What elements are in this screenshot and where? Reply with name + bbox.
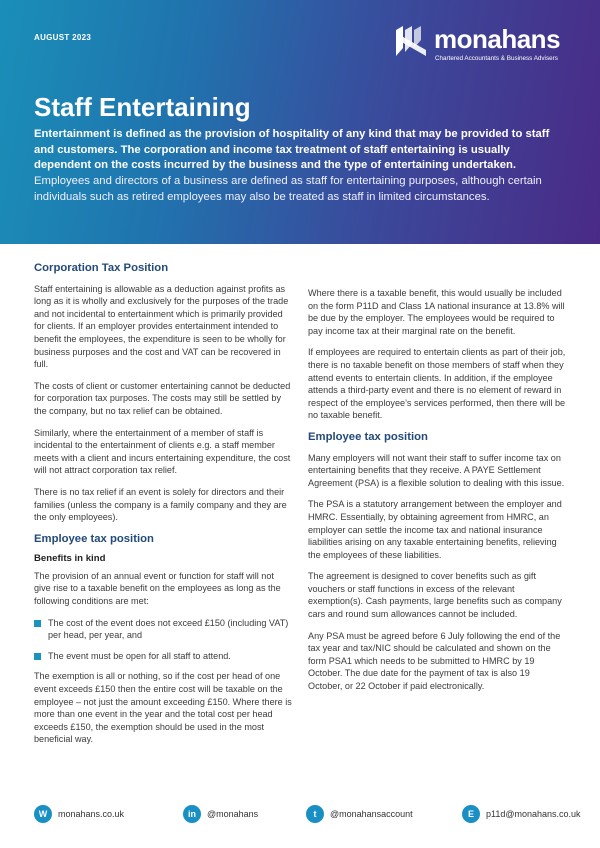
footer-email-link[interactable] <box>462 805 581 823</box>
linkedin-icon: in <box>183 805 201 823</box>
footer-twitter-link[interactable] <box>306 805 413 823</box>
paragraph: There is no tax relief if an event is solely for directors and their families (unless the company is a family company and they are the only employees). <box>34 486 287 523</box>
paragraph: The PSA is a statutory arrangement between the employer and HMRC. Essentially, by obtaining agreement from HMRC, an employer can settle the income tax and national insurance liabilities arising on any taxable entertaining benefits, relieving the employees of these liabilities. <box>308 499 562 560</box>
intro-lead: Entertainment is defined as the provision of hospitality of any kind that may be provided to staff and customers. The corporation and income tax treatment of staff entertaining is usually dependent on the costs incurred by the business and the type of entertaining undertaken. <box>34 128 550 171</box>
footer-linkedin-text: @monahans <box>207 809 259 819</box>
header-banner <box>0 0 600 244</box>
paragraph: The agreement is designed to cover benefits such as gift vouchers or staff functions in excess of the relevant exemption(s). Cash payments, large benefits such as company cars and round sum allowances cannot be included. <box>308 571 562 620</box>
intro-sub: Employees and directors of a business are defined as staff for entertaining purposes, although certain individuals such as retired employees may also be treated as staff in limited circumstances. <box>34 175 542 203</box>
paragraph: Many employers will not want their staff to suffer income tax on entertaining benefits that they receive. A PAYE Settlement Agreement (PSA) is a flexible solution to dealing with this issue. <box>308 452 565 488</box>
paragraph: If employees are required to entertain clients as part of their job, there is no taxable benefit on those members of staff when they attend events to entertain clients. In addition, if the employee attends a third-party event and there is no element of reward in respect of the employee’s services performed, then there will be no taxable benefit. <box>308 347 566 421</box>
footer-website-link[interactable] <box>34 805 124 823</box>
footer-contacts <box>0 800 600 830</box>
section-heading-employee-tax-psa: Employee tax position <box>308 430 428 443</box>
bullet-text: The cost of the event does not exceed £150 (including VAT) per head, per year, and <box>48 617 289 641</box>
left-column <box>34 262 292 755</box>
brand-name: monahans <box>434 24 561 54</box>
twitter-bird-icon: t <box>306 805 324 823</box>
brand-logo[interactable] <box>396 26 572 66</box>
footer-website-text: monahans.co.uk <box>58 809 125 819</box>
footer-linkedin-link[interactable] <box>183 805 258 823</box>
issue-date: AUGUST 2023 <box>34 33 92 42</box>
bullet-item <box>34 650 292 663</box>
bullet-square-icon <box>34 620 41 627</box>
paragraph: Similarly, where the entertainment of a member of staff is incidental to the entertainment of clients e.g. a staff member meets with a client and incurs entertaining expenditure, the cost will not attract corporation tax relief. <box>34 427 291 476</box>
bullet-text: The event must be open for all staff to attend. <box>48 650 231 661</box>
paragraph: Any PSA must be agreed before 6 July following the end of the tax year and tax/NIC should be calculated and shown on the form PSA1 which needs to be submitted to HMRC by 19 October. The due date for the payment of tax is also 19 October, or 22 October if paid electronically. <box>308 630 561 692</box>
right-column <box>308 287 566 702</box>
paragraph: Staff entertaining is allowable as a deduction against profits as long as it is wholly and exclusively for the purposes of the trade and not incidental to entertainment which is primarily provided for clients. If an employer provides entertainment intended to benefit the employees, the expenditure is seen to be wholly for business purposes and the cost and VAT can be recovered in full. <box>34 283 289 370</box>
web-icon: W <box>34 805 52 823</box>
paragraph: The provision of an annual event or function for staff will not give rise to a taxable benefit on the employees as long as the following conditions are met: <box>34 570 281 607</box>
paragraph: The costs of client or customer entertaining cannot be deducted for corporation tax purposes. The costs may still be settled by the company, but no tax relief can be obtained. <box>34 380 291 416</box>
logo-mark-icon <box>396 26 430 56</box>
page-title: Staff Entertaining <box>34 92 251 122</box>
section-heading-employee-tax: Employee tax position <box>34 532 154 545</box>
bullet-item <box>34 617 292 642</box>
footer-twitter-text: @monahansaccount <box>330 809 413 819</box>
brand-tagline: Chartered Accountants & Business Advisers <box>435 55 558 62</box>
bullet-square-icon <box>34 653 41 660</box>
email-icon: E <box>462 805 480 823</box>
footer-email-text: p11d@monahans.co.uk <box>486 809 581 819</box>
paragraph: The exemption is all or nothing, so if the cost per head of one event exceeds £150 then the entire cost will be taxable on the employee – not just the amount exceeding £150. Where there is more than one event in the year and the total cost per head exceeds £150, the exemption should be used in the most beneficial way. <box>34 671 292 745</box>
paragraph: Where there is a taxable benefit, this would usually be included on the form P11D and Class 1A national insurance at 13.8% will be due by the employer. The employees would be required to pay income tax at their marginal rate on the benefit. <box>308 288 565 336</box>
subheading-benefits-in-kind: Benefits in kind <box>34 553 106 565</box>
section-heading-corporation-tax: Corporation Tax Position <box>34 262 169 274</box>
